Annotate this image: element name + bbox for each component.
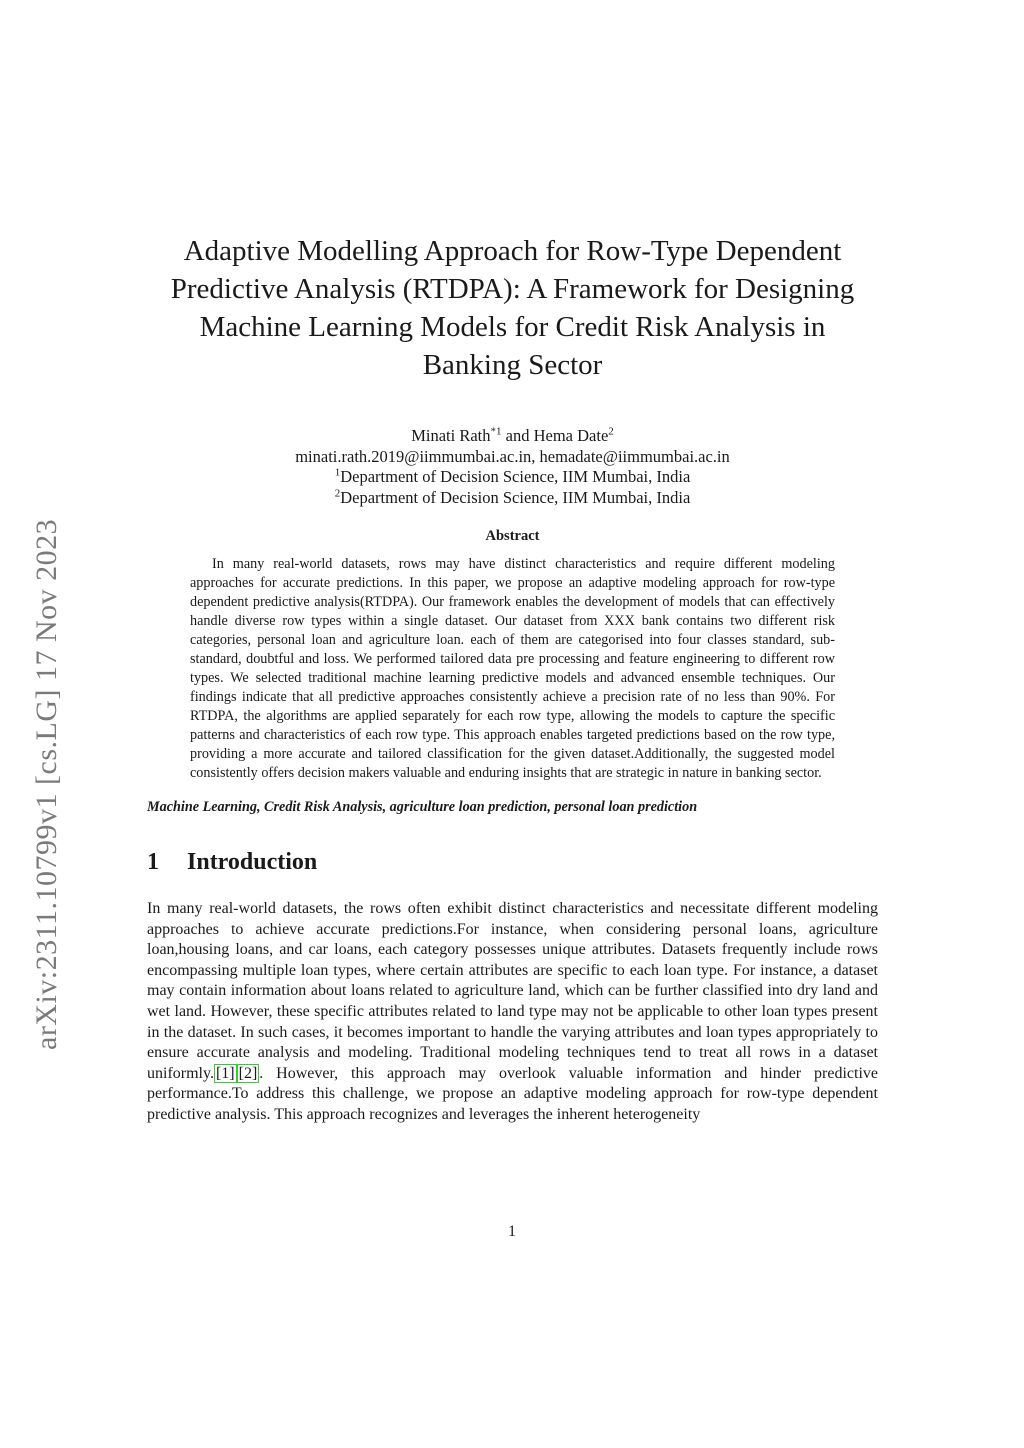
- section-title: Introduction: [187, 849, 318, 875]
- author-name: Minati Rath: [411, 426, 491, 445]
- author-name: Hema Date: [533, 426, 609, 445]
- keywords: Machine Learning, Credit Risk Analysis, agriculture loan prediction, personal loan prediction: [147, 799, 698, 815]
- author-affiliation-mark: 2: [608, 425, 614, 438]
- section-heading: [147, 847, 878, 877]
- introduction-text: In many real-world datasets, the rows often exhibit distinct characteristics and necessitate different modeling approaches to achieve accurate predictions.For instance, when considering personal loans, agriculture loan,housing loans, and car loans, each category possesses unique attributes. Datasets frequently include rows encompassing multiple loan types, where certain attributes are specific to each loan type. For instance, a dataset may contain information about loans related to agriculture land, which can be further classified into dry land and wet land. However, these specific attributes related to land type may not be applicable to other loan types present in the dataset. In such cases, it becomes important to handle the varying attributes and loan types appropriately to ensure accurate analysis and modeling. Traditional modeling techniques tend to treat all rows in a dataset uniformly.: [147, 900, 878, 1082]
- paper-content: [147, 232, 878, 1126]
- author-connector: and: [501, 426, 534, 445]
- affiliation-line: [147, 467, 878, 488]
- paper-title: Adaptive Modelling Approach for Row-Type Dependent Predictive Analysis (RTDPA): A Framework for Designing Machine Learning Models for Credit Risk Analysis in Banking Sector: [170, 235, 855, 381]
- citation-link[interactable]: [1]: [215, 1064, 235, 1082]
- author-line: [147, 426, 878, 447]
- affiliation-mark: 2: [334, 487, 341, 499]
- introduction-text: . However, this approach may overlook valuable information and hinder predictive performance.To address this challenge, we propose an adaptive modeling approach for row-type dependent predictive analysis. This approach recognizes and leverages the inherent heterogeneity: [147, 1064, 878, 1123]
- introduction-paragraph: [147, 899, 878, 1126]
- citation-link[interactable]: [2]: [238, 1064, 258, 1082]
- author-affiliation-mark: *1: [490, 425, 502, 438]
- affiliation-text: Department of Decision Science, IIM Mumbai, India: [340, 487, 691, 507]
- abstract-heading: Abstract: [485, 528, 540, 544]
- affiliation-text: Department of Decision Science, IIM Mumbai, India: [340, 467, 691, 486]
- affiliation-line: [147, 488, 878, 509]
- author-emails: minati.rath.2019@iimmumbai.ac.in, hemadate@iimmumbai.ac.in: [295, 446, 730, 466]
- arxiv-identifier: arXiv:2311.10799v1 [cs.LG] 17 Nov 2023: [30, 518, 63, 1050]
- page-number: 1: [508, 1223, 516, 1240]
- section-number: 1: [147, 849, 159, 875]
- author-block: [147, 426, 878, 508]
- abstract-text: In many real-world datasets, rows may have distinct characteristics and require different modeling approaches for accurate predictions. In this paper, we propose an adaptive modeling approach for row-type dependent predictive analysis(RTDPA). Our framework enables the development of models that can effectively handle diverse row types within a single dataset. Our dataset from XXX bank contains two different risk categories, personal loan and agriculture loan. each of them are categorised into four classes standard, sub-standard, doubtful and loss. We performed tailored data pre processing and feature engineering to different row types. We selected traditional machine learning predictive models and advanced ensemble techniques. Our findings indicate that all predictive approaches consistently achieve a precision rate of no less than 90%. For RTDPA, the algorithms are applied separately for each row type, allowing the models to capture the specific patterns and characteristics of each row type. This approach enables targeted predictions based on the row type, providing a more accurate and tailored classification for the given dataset.Additionally, the suggested model consistently offers decision makers valuable and enduring insights that are strategic in nature in banking sector.: [190, 556, 835, 781]
- affiliation-mark: 1: [334, 466, 341, 479]
